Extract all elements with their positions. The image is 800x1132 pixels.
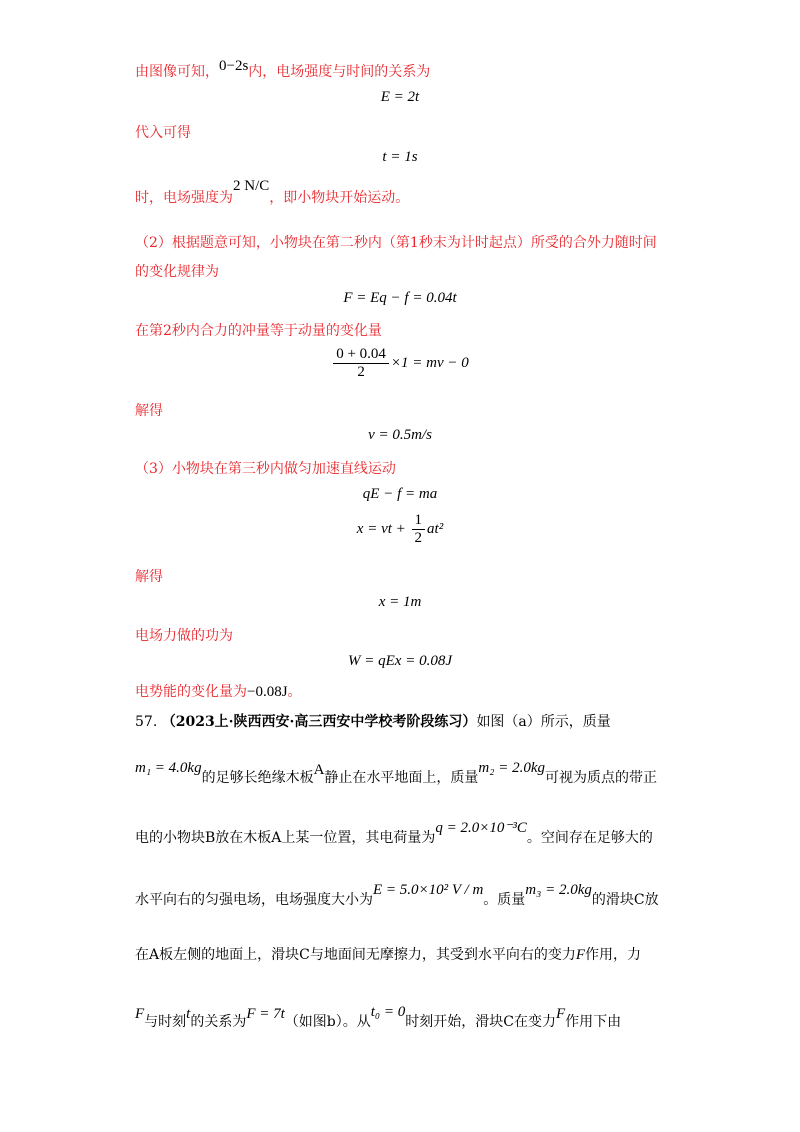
text-span: 电的小物块B放在木板A上某一位置，其电荷量为	[135, 830, 436, 846]
text-span: 作用，力	[585, 947, 641, 963]
text-line	[135, 1004, 622, 1031]
text-line: 代入可得	[135, 125, 191, 141]
fraction: $\frac{1}{2}$	[412, 512, 426, 547]
math-inline: F	[135, 1006, 145, 1022]
equation: W = qEx = 0.08J	[348, 653, 452, 669]
text-span: （如图b）。从	[284, 1014, 371, 1030]
text-line	[135, 882, 659, 909]
text-line: 的变化规律为	[135, 264, 219, 280]
text-span: 的足够长绝缘木板	[201, 770, 314, 786]
equation: x = 1m	[378, 594, 422, 610]
math-inline: F = 7t	[246, 1006, 285, 1022]
text-span: 作用下由	[565, 1014, 622, 1030]
math-inline: A	[313, 762, 325, 778]
text-line	[135, 760, 657, 787]
text-line: （3）小物块在第三秒内做匀加速直线运动	[135, 461, 396, 477]
text-span: 在A板左侧的地面上，滑块C与地面间无摩擦力，其受到水平向右的变力	[135, 947, 576, 963]
text-span: 时刻开始，滑块C在变力	[405, 1014, 556, 1030]
text-span: 与时刻	[144, 1014, 187, 1030]
equation: t = 1s	[382, 149, 418, 165]
text-line: 电场力做的功为	[135, 628, 233, 644]
text-span: 。	[287, 684, 302, 700]
text-line	[135, 946, 641, 964]
text-span: 的滑块C放	[591, 892, 659, 908]
text-span: 时，电场强度为	[135, 190, 233, 206]
math-inline: t₀ = 0	[370, 1004, 406, 1020]
equation: x = vt + $\frac{1}{2}$ at²	[356, 512, 444, 546]
math-inline: 0−2s	[219, 58, 249, 74]
math-inline: F	[556, 1006, 566, 1022]
text-span: 水平向右的匀强电场，电场强度大小为	[135, 892, 373, 908]
math-inline: m₁ = 4.0kg	[135, 760, 202, 776]
text-span: 内，电场强度与时间的关系为	[248, 64, 431, 80]
equation: qE − f = ma	[362, 486, 438, 502]
text-line: 在第2秒内合力的冲量等于动量的变化量	[135, 323, 382, 339]
math-inline: q = 2.0×10⁻³C	[435, 820, 527, 836]
text-span: 。空间存在足够大的	[526, 830, 653, 846]
equation: F = Eq − f = 0.04t	[343, 290, 457, 306]
text-line	[135, 683, 302, 701]
math-inline: m₃ = 2.0kg	[525, 882, 592, 898]
text-line	[135, 820, 653, 847]
text-span: 静止在水平地面上，质量	[324, 770, 479, 786]
equation: E = 2t	[380, 89, 420, 105]
text-line: （2）根据题意可知，小物块在第二秒内（第1秒末为计时起点）所受的合外力随时间	[135, 235, 657, 251]
text-span: 的关系为	[190, 1014, 247, 1030]
math-inline: E = 5.0×10² V / m	[373, 882, 484, 898]
text-line	[135, 58, 431, 81]
text-span: 如图（a）所示，质量	[476, 714, 611, 730]
text-span: 电势能的变化量为	[135, 684, 247, 700]
question-source: （2023上·陕西西安·高三西安中学校考阶段练习）	[161, 714, 477, 730]
question-number: 57.	[135, 714, 158, 730]
math-inline: m₂ = 2.0kg	[478, 760, 545, 776]
text-span: 。质量	[483, 892, 526, 908]
text-line	[135, 178, 410, 207]
equation: v = 0.5m/s	[368, 427, 432, 443]
question-header	[135, 713, 611, 731]
math-inline: 2 N/C	[233, 178, 270, 194]
text-line: 解得	[135, 403, 163, 419]
text-span: 可视为质点的带正	[545, 770, 657, 786]
fraction: $\frac{0 + 0.04}{2}$	[333, 346, 389, 381]
equation: $\frac{0 + 0.04}{2}$ ×1 = mv − 0	[0, 346, 800, 381]
text-line: 解得	[135, 569, 163, 585]
math-inline: −0.08J	[247, 684, 288, 700]
math-inline: F	[575, 947, 585, 963]
math-inline: t	[186, 1006, 191, 1022]
text-span: 由图像可知，	[135, 64, 219, 80]
text-span: ，即小物块开始运动。	[269, 190, 410, 206]
